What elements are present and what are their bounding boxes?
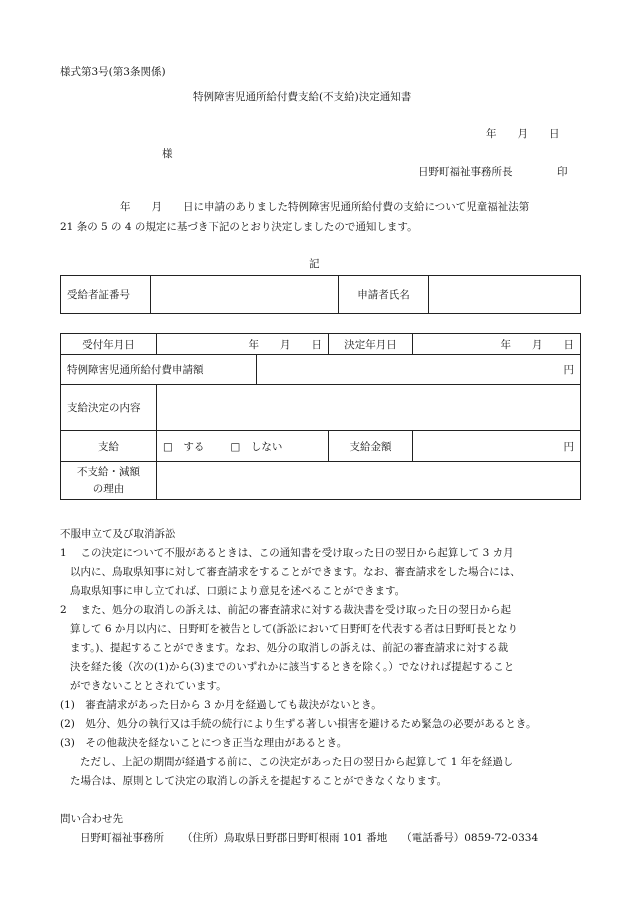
- applicant-table: [60, 275, 581, 314]
- intro-line-2: 21 条の 5 の 4 の規定に基づき下記のとおり決定しましたので通知します。: [60, 221, 418, 233]
- appeal-p1-line-1: 1 この決定について不服があるときは、この通知書を受け取った日の翌日から起算して 3 カ月: [60, 547, 514, 559]
- cert-number-label: 受給者証番号: [61, 276, 151, 314]
- received-date-label: 受付年月日: [61, 334, 157, 355]
- payment-options: [157, 431, 329, 462]
- decision-date-value: 年 月 日: [413, 334, 581, 355]
- reason-label-line-2: の理由: [92, 482, 125, 495]
- issuer-name: 日野町福祉事務所長: [418, 166, 513, 178]
- applicant-name-value: [429, 276, 581, 314]
- decision-content-label: 支給決定の内容: [61, 385, 157, 431]
- appeal-item-2: (2) 処分、処分の執行又は手続の続行により生ずる著しい損害を避けるため緊急の必要があるとき。: [60, 718, 537, 730]
- contact-address: 鳥取県日野郡日野町根雨 101 番地: [224, 832, 388, 844]
- ki-heading: 記: [309, 258, 320, 270]
- contact-phone: 0859-72-0334: [464, 832, 539, 844]
- seal-mark: 印: [557, 166, 568, 178]
- contact-heading: 問い合わせ先: [60, 813, 123, 825]
- decision-table: [60, 333, 581, 500]
- issue-date: 年 月 日: [486, 128, 560, 140]
- requested-amount-yen: 円: [257, 355, 581, 385]
- appeal-p2-line-1: 2 また、処分の取消しの訴えは、前記の審査請求に対する裁決書を受け取った日の翌日から起: [60, 604, 512, 616]
- appeal-p1-line-2: 以内に、鳥取県知事に対して審査請求をすることができます。なお、審査請求をした場合には、: [70, 566, 521, 578]
- contact-office: 日野町福祉事務所: [80, 832, 164, 844]
- form-number: 様式第3号(第3条関係): [60, 66, 166, 78]
- document-title: 特例障害児通所給付費支給(不支給)決定通知書: [193, 91, 412, 103]
- appeal-note-line-1: ただし、上記の期間が経過する前に、この決定があった日の翌日から起算して 1 年を経過し: [80, 756, 514, 768]
- appeal-p2-line-4: 決を経た後（次の(1)から(3)までのいずれかに該当するときを除く。）でなければ提起すること: [70, 661, 515, 673]
- addressee-suffix: 様: [162, 148, 173, 160]
- appeal-note-line-2: た場合は、原則として決定の取消しの訴えを提起することができなくなります。: [70, 775, 448, 787]
- applicant-name-label: 申請者氏名: [339, 276, 429, 314]
- contact-address-label: （住所）: [182, 832, 224, 844]
- received-date-value: 年 月 日: [157, 334, 329, 355]
- decision-content-value: [157, 385, 581, 431]
- contact-phone-label: （電話番号）: [401, 832, 465, 844]
- appeal-p2-line-2: 算して 6 か月以内に、日野町を被告として(訴訟において日野町を代表する者は日野町長となり: [70, 623, 518, 635]
- reason-label-line-1: 不支給・減額: [77, 465, 140, 478]
- reason-label: [61, 462, 157, 500]
- cert-number-value: [151, 276, 339, 314]
- appeal-p1-line-3: 鳥取県知事に申し立てれば、口頭により意見を述べることができます。: [70, 585, 406, 597]
- appeal-p2-line-3: ます。)、提起することができます。なお、処分の取消しの訴えは、前記の審査請求に対する裁: [70, 642, 509, 654]
- payment-no-checkbox[interactable]: □ しない: [230, 440, 283, 453]
- reason-value: [157, 462, 581, 500]
- contact-line: [80, 830, 538, 845]
- intro-line-1: 年 月 日に申請のありました特例障害児通所給付費の支給について児童福祉法第: [120, 201, 530, 213]
- decision-date-label: 決定年月日: [329, 334, 413, 355]
- payment-yes-checkbox[interactable]: □ する: [163, 440, 205, 453]
- payment-amount-yen: 円: [413, 431, 581, 462]
- appeal-item-1: (1) 審査請求があった日から 3 か月を経過しても裁決がないとき。: [60, 699, 382, 711]
- appeal-p2-line-5: ができないこととされています。: [70, 680, 227, 692]
- payment-amount-label: 支給金額: [329, 431, 413, 462]
- appeal-heading: 不服申立て及び取消訴訟: [60, 528, 176, 540]
- payment-label: 支給: [61, 431, 157, 462]
- requested-amount-label: 特例障害児通所給付費申請額: [61, 355, 257, 385]
- appeal-item-3: (3) その他裁決を経ないことにつき正当な理由があるとき。: [60, 737, 348, 749]
